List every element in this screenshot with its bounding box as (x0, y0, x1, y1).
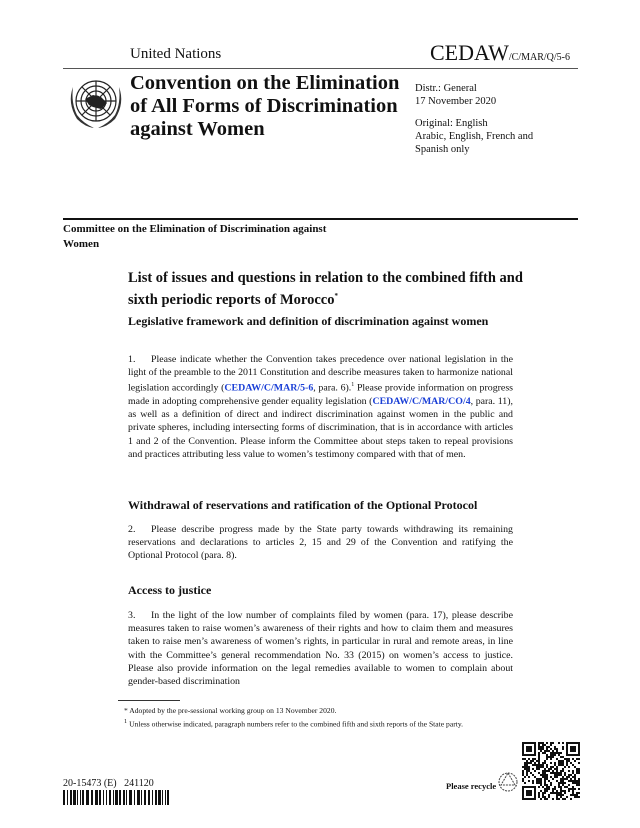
paragraph-text: Please describe progress made by the State party towards withdrawing its remaining reservations and declarations to articles 2, 15 and 29 of the Convention and ratifying the Optional Protocol (para. 8). (128, 524, 513, 562)
organization-name: United Nations (130, 46, 222, 62)
job-number-text: 20-15473 (E) (63, 778, 117, 789)
original-language: Original: English (415, 118, 488, 129)
footnote-ref-1[interactable]: 1 (351, 382, 355, 389)
section-rule (63, 218, 578, 220)
paragraph-text: , para. 11), as well as a definition of direct and indirect discrimination against women in the public and private spheres, including intersecting forms of discrimination, that is in accordance with articles 1 and 2 of the Convention. Please inform the Committee about steps taken to repeal provisions and practices attributing less value to women’s testimony compared with that of men. (128, 395, 513, 460)
section-heading-legislative: Legislative framework and definition of discrimination against women (128, 314, 489, 328)
symbol-main: CEDAW (430, 40, 509, 65)
section-heading-access-to-justice: Access to justice (128, 583, 212, 597)
un-emblem-icon (63, 73, 129, 133)
footnote-rule (118, 700, 180, 701)
paragraph-text: Please indicate whether the Convention takes precedence over national legislation in the light of the preamble to the 2011 Constitution and describe measures taken to harmonize national legislation accordingly ( (128, 354, 513, 394)
paragraph-2 (128, 523, 513, 563)
qr-code-icon (522, 742, 580, 800)
paragraph-text: , para. 6). (313, 382, 352, 394)
paragraph-number: 1. (128, 354, 136, 365)
recycle-icon (497, 771, 519, 793)
footnote-text: Unless otherwise indicated, paragraph numbers refer to the combined fifth and sixth reports of the State party. (129, 719, 464, 729)
footnote-text: Adopted by the pre-sessional working group on 13 November 2020. (129, 706, 337, 715)
committee-name: Committee on the Elimination of Discrimination against Women (63, 223, 327, 250)
paragraph-1 (128, 353, 513, 461)
document-symbol (430, 40, 570, 66)
languages-line-1: Arabic, English, French and (415, 131, 534, 142)
header-rule (63, 68, 578, 69)
recycle-text: Please recycle (446, 781, 497, 791)
document-date: 17 November 2020 (415, 96, 497, 107)
link-cedaw-c-mar-5-6[interactable]: CEDAW/C/MAR/5-6 (224, 382, 314, 394)
paragraph-number: 3. (128, 610, 136, 621)
paragraph-3 (128, 609, 513, 688)
distribution: Distr.: General (415, 83, 477, 94)
link-cedaw-c-mar-co-4[interactable]: CEDAW/C/MAR/CO/4 (372, 395, 471, 407)
job-number (63, 778, 154, 789)
languages-line-2: Spanish only (415, 144, 470, 155)
job-date: 241120 (124, 778, 154, 789)
document-title-footnote-marker[interactable]: * (334, 292, 338, 300)
footnotes (118, 705, 518, 730)
footnote-marker: * (124, 706, 128, 715)
barcode-icon (63, 790, 173, 805)
symbol-sub: /C/MAR/Q/5-6 (508, 52, 571, 63)
footnote-1 (118, 716, 518, 730)
document-title (128, 269, 548, 309)
footnote-star (118, 705, 518, 716)
paragraph-text: In the light of the low number of complaints filed by women (para. 17), please describe measures taken to raise women’s awareness of their rights and how to claim them and measures taken to raise men’s awareness of women’s rights, in particular in rural and remote areas, in line with the Committee’s general recommendation No. 33 (2015) on women’s access to justice. Please also provide information on the legal remedies available to women to complain about gender-based discrimination (128, 610, 513, 688)
distribution-block (415, 82, 533, 156)
convention-title: Convention on the Elimination of All Forms of Discrimination against Women (130, 72, 400, 140)
document-title-text: List of issues and questions in relation to the combined fifth and sixth periodic reports of Morocco (128, 270, 523, 308)
section-heading-reservations: Withdrawal of reservations and ratification of the Optional Protocol (128, 498, 478, 512)
paragraph-text: Please provide information on progress made in adopting comprehensive gender equality legislation ( (128, 382, 513, 407)
footnote-marker: 1 (124, 718, 128, 725)
paragraph-number: 2. (128, 524, 136, 535)
